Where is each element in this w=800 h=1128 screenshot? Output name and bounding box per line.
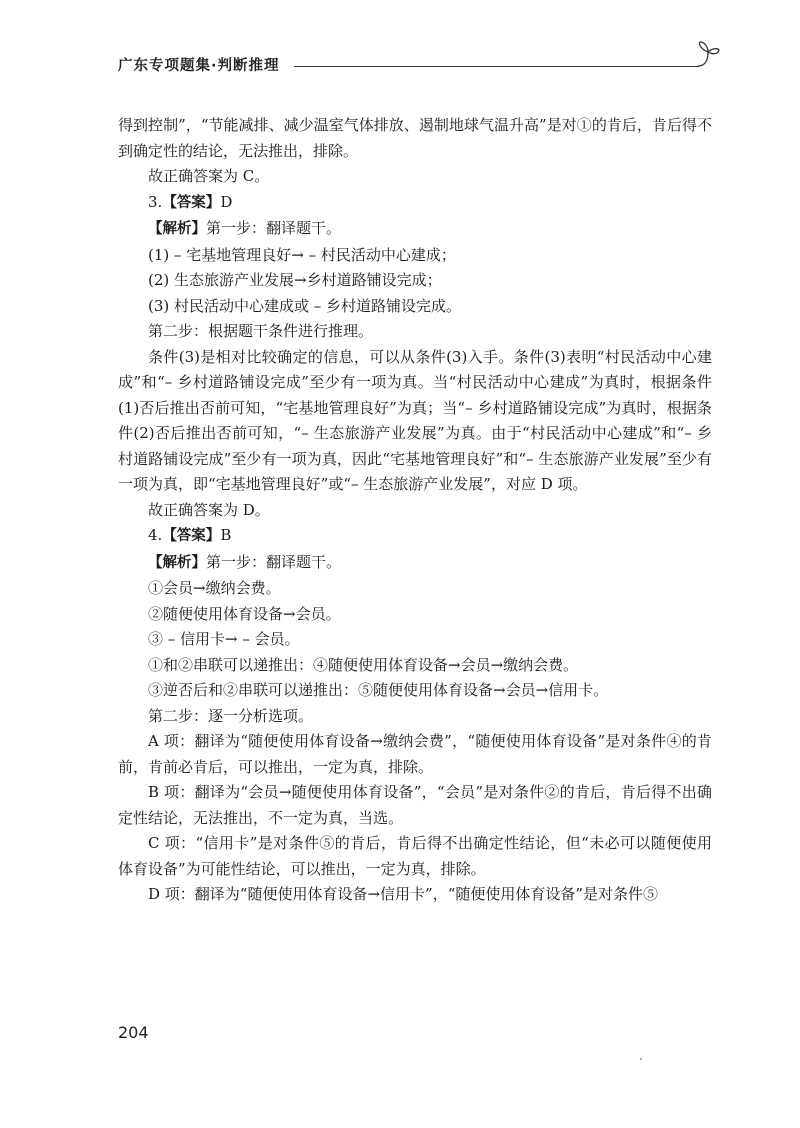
condition: ③ – 信用卡→ – 会员。 [148, 630, 300, 648]
answer-label: 【答案】 [162, 528, 221, 544]
header-rule [294, 66, 699, 67]
running-header [118, 50, 718, 80]
analysis-line [118, 216, 712, 243]
condition: (1) – 宅基地管理良好→ – 村民活动中心建成； [148, 245, 456, 264]
option-analysis: D 项：翻译为“随便使用体育设备→信用卡”，“随便使用体育设备”是对条件⑤ [148, 885, 659, 903]
paragraph: 故正确答案为 C。 [148, 167, 270, 185]
option-analysis: C 项：“信用卡”是对条件⑤的肯后，肯后得不出确定性结论，但“未必可以随便使用体育设备”为可能性结论，可以推出，一定为真，排除。 [118, 834, 712, 878]
paragraph: ③逆否后和②串联可以递推出：⑤随便使用体育设备→会员→信用卡。 [148, 681, 609, 699]
scan-speck [640, 1058, 642, 1060]
analysis-label: 【解析】 [148, 221, 206, 237]
paragraph: 得到控制”，“节能减排、减少温室气体排放、遏制地球气温升高”是对①的肯后，肯后得不到确定性的结论，无法推出，排除。 [118, 116, 712, 160]
paragraph: ①和②串联可以递推出：④随便使用体育设备→会员→缴纳会费。 [148, 655, 579, 674]
paragraph: 故正确答案为 D。 [148, 500, 270, 519]
answer-line [118, 523, 712, 550]
body-text [118, 113, 712, 908]
condition: (3) 村民活动中心建成或 – 乡村道路铺设完成。 [148, 296, 462, 315]
answer-label: 【答案】 [162, 194, 221, 211]
option-analysis: A 项：翻译为“随便使用体育设备→缴纳会费”，“随便使用体育设备”是对条件④的肯前，肯前必肯后，可以推出，一定为真，排除。 [118, 732, 712, 776]
question-number: 3. [148, 192, 163, 211]
condition: (2) 生态旅游产业发展→乡村道路铺设完成； [148, 271, 442, 289]
answer-value: D [220, 192, 233, 211]
answer-line [118, 190, 712, 217]
question-number: 4. [148, 526, 163, 544]
condition: ②随便使用体育设备→会员。 [148, 604, 341, 623]
option-analysis: B 项：翻译为“会员→随便使用体育设备”，“会员”是对条件②的肯后，肯后得不出确定性结论，无法推出，不一定为真，当选。 [118, 783, 712, 827]
page-number: 204 [118, 1023, 149, 1042]
analysis-text: 第一步：翻译题干。 [206, 219, 342, 237]
paragraph: 条件(3)是相对比较确定的信息，可以从条件(3)入手。条件(3)表明“村民活动中心建成”和“– 乡村道路铺设完成”至少有一项为真。当“村民活动中心建成”为真时，根据条件(1)否后推出否前可知，“宅基地管理良好”为真；当“– 乡村道路铺设完成”为真时，根据条件(2)否后推出否前可知，“– 生态旅游产业发展”为真。由于“村民活动中心建成”和“– 乡村道路铺设完成”至少有一项为真，因此“宅基地管理良好”和“– 生态旅游产业发展”至少有一项为真，即“宅基地管理良好”或“– 生态旅游产业发展”，对应 D 项。 [118, 347, 712, 493]
paragraph: 第二步：根据题干条件进行推理。 [148, 322, 374, 340]
analysis-label: 【解析】 [148, 554, 206, 571]
condition: ①会员→缴纳会费。 [148, 579, 281, 597]
analysis-text: 第一步：翻译题干。 [206, 552, 342, 571]
answer-value: B [220, 526, 232, 544]
header-title: 广东专项题集·判断推理 [118, 58, 280, 74]
sprout-icon [692, 40, 722, 76]
analysis-line [118, 550, 712, 577]
paragraph: 第二步：逐一分析选项。 [148, 706, 314, 725]
